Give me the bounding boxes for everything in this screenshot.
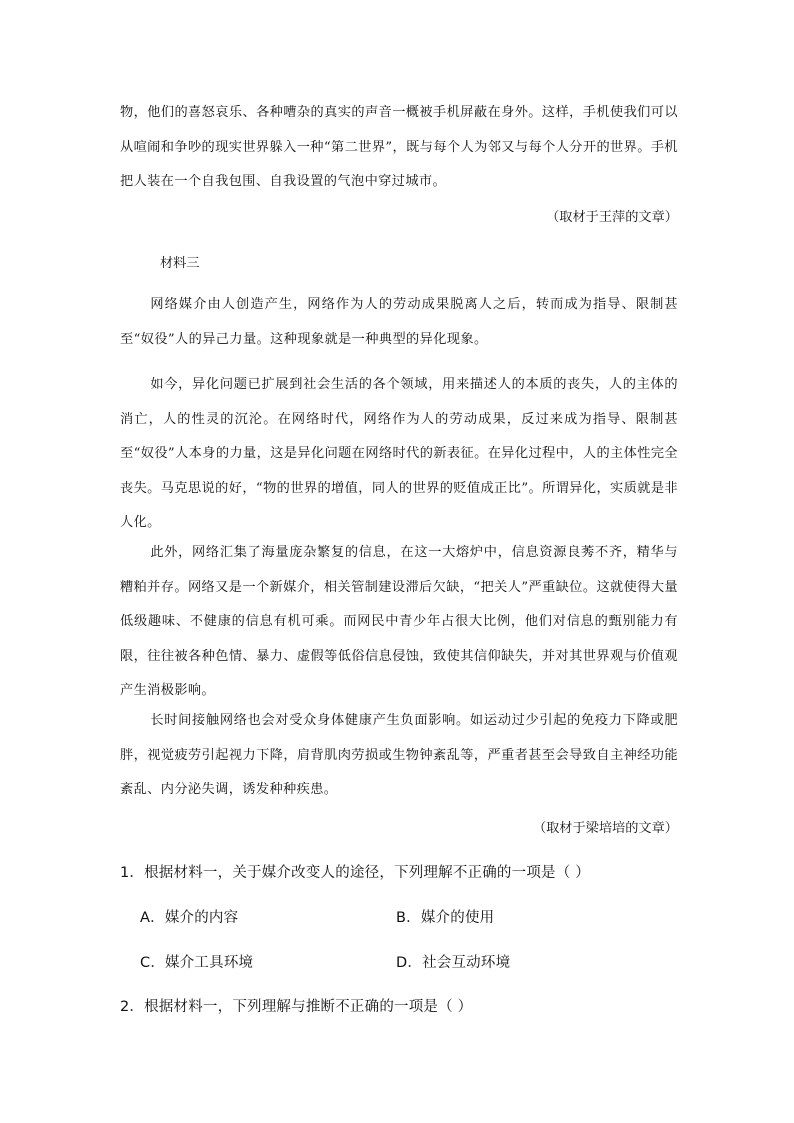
- material-two-paragraph-tail: 物，他们的喜怒哀乐、各种嘈杂的真实的声音一概被手机屏蔽在身外。这样，手机使我们可以从喧闹和争吵的现实世界躲入一种“第二世界”，既与每个人为邻又与每个人分开的世界。手机把人装在一个自我包围、自我设置的气泡中穿过城市。: [120, 105, 678, 189]
- question-1-option-a[interactable]: A．媒介的内容: [140, 910, 239, 926]
- question-1-option-d[interactable]: D．社会互动环境: [396, 955, 511, 971]
- question-1-option-c[interactable]: C．媒介工具环境: [140, 955, 254, 971]
- question-1-option-b[interactable]: B．媒介的使用: [396, 910, 495, 926]
- question-2-stem: 2．根据材料一，下列理解与推断不正确的一项是（ ）: [120, 999, 473, 1015]
- material-three-paragraph-2: 如今，异化问题已扩展到社会生活的各个领域，用来描述人的本质的丧失，人的主体的消亡，人的性灵的沉沦。在网络时代，网络作为人的劳动成果，反过来成为指导、限制甚至“奴役”人本身的力量，这是异化问题在网络时代的新表征。在异化过程中，人的主体性完全丧失。马克思说的好，“物的世界的增值，同人的世界的贬值成正比”。所谓异化，实质就是非人化。: [120, 377, 678, 530]
- question-1-stem: 1．根据材料一，关于媒介改变人的途径，下列理解不正确的一项是（ ）: [120, 865, 590, 881]
- material-two-source: （取材于王萍的文章）: [546, 210, 678, 225]
- material-three-label: 材料三: [160, 256, 200, 271]
- material-three-paragraph-4: 长时间接触网络也会对受众身体健康产生负面影响。如运动过少引起的免疫力下降或肥胖，视觉疲劳引起视力下降，肩背肌肉劳损或生物钟紊乱等，严重者甚至会导致自主神经功能紊乱、内分泌失调，诱发种种疾患。: [120, 713, 678, 797]
- material-three-paragraph-3: 此外，网络汇集了海量庞杂繁复的信息，在这一大熔炉中，信息资源良莠不齐，精华与糟粕并存。网络又是一个新媒介，相关管制建设滞后欠缺，“把关人”严重缺位。这就使得大量低级趣味、不健康的信息有机可乘。而网民中青少年占很大比例，他们对信息的甄别能力有限，往往被各种色情、暴力、虚假等低俗信息侵蚀，致使其信仰缺失，并对其世界观与价值观产生消极影响。: [120, 545, 678, 698]
- material-three-source: （取材于梁培培的文章）: [532, 821, 678, 836]
- material-three-paragraph-1: 网络媒介由人创造产生，网络作为人的劳动成果脱离人之后，转而成为指导、限制甚至“奴役”人的异己力量。这种现象就是一种典型的异化现象。: [120, 297, 678, 347]
